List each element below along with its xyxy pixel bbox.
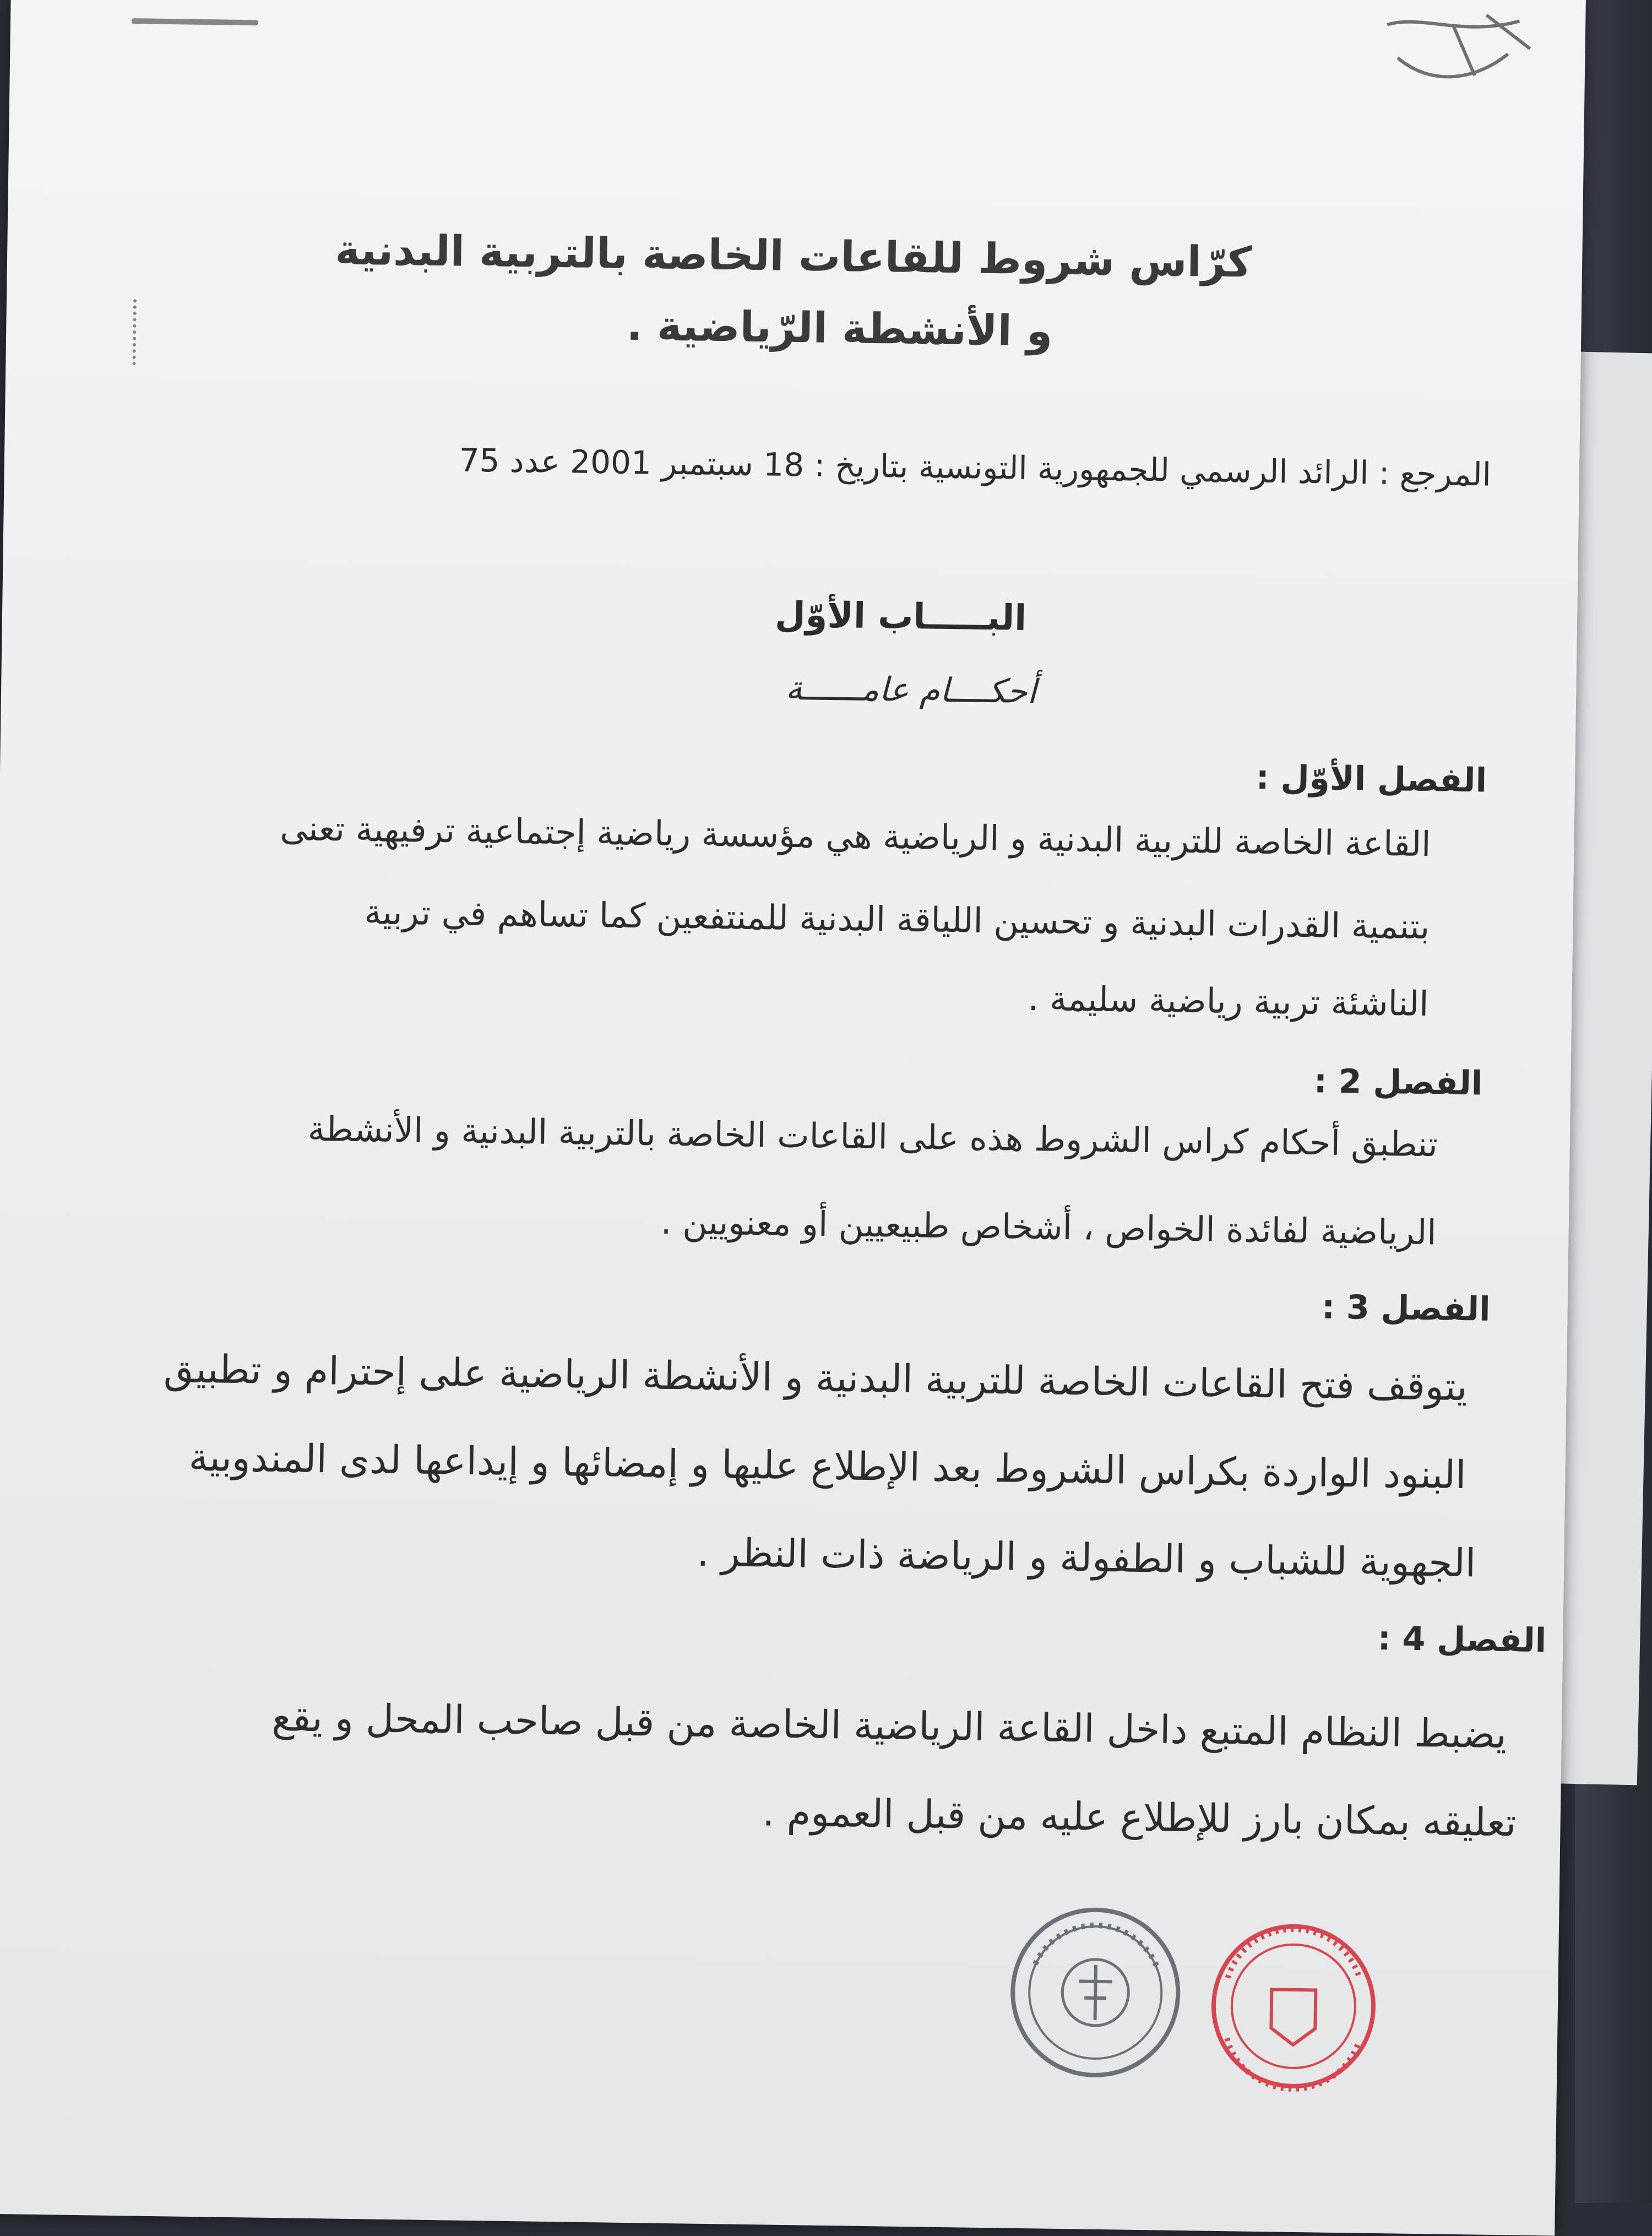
section-4-line-1: يضبط النظام المتبع داخل القاعة الرياضية الخاصة من قبل صاحب المحل و يقع bbox=[271, 1694, 1507, 1757]
section-2-heading: الفصل 2 : bbox=[1313, 1062, 1483, 1103]
section-4-line-2: تعليقه بمكان بارز للإطلاع عليه من قبل العموم . bbox=[762, 1789, 1517, 1846]
section-1-line-2: بتنمية القدرات البدنية و تحسين اللياقة البدنية للمنتفعين كما تساهم في تربية bbox=[363, 892, 1430, 947]
handwritten-scribble bbox=[1376, 3, 1542, 93]
title-line-1: كرّاس شروط للقاعات الخاصة بالتربية البدنية bbox=[335, 225, 1252, 287]
municipality-seal-stamp bbox=[1001, 1898, 1191, 2088]
reference-line: المرجع : الرائد الرسمي للجمهورية التونسية بتاريخ : 18 سبتمبر 2001 عدد 75 bbox=[459, 441, 1492, 493]
section-3-line-2: البنود الواردة بكراس الشروط بعد الإطلاع عليها و إمضائها و إيداعها لدى المندوبية bbox=[188, 1434, 1467, 1498]
section-2-line-2: الرياضية لفائدة الخواص ، أشخاص طبيعيين أو معنويين . bbox=[660, 1201, 1437, 1253]
section-1-line-3: الناشئة تربية رياضية سليمة . bbox=[1028, 978, 1429, 1024]
section-3-heading: الفصل 3 : bbox=[1321, 1288, 1491, 1329]
red-official-stamp bbox=[1204, 1917, 1383, 2096]
part-subtitle: أحكــــام عامــــــة bbox=[785, 669, 1037, 712]
section-2-line-1: تنطبق أحكام كراس الشروط هذه على القاعات الخاصة بالتربية البدنية و الأنشطة bbox=[307, 1108, 1438, 1165]
section-3-line-1: يتوقف فتح القاعات الخاصة للتربية البدنية و الأنشطة الرياضية على إحترام و تطبيق bbox=[163, 1346, 1468, 1410]
section-3-line-3: الجهوية للشباب و الطفولة و الرياضة ذات النظر . bbox=[696, 1529, 1476, 1586]
section-1-heading: الفصل الأوّل : bbox=[1256, 758, 1487, 800]
section-1-line-1: القاعة الخاصة للتربية البدنية و الرياضية هي مؤسسة رياضية إجتماعية ترفيهية تعنى bbox=[280, 808, 1431, 865]
title-line-2: و الأنشطة الرّياضية . bbox=[626, 300, 1053, 356]
pen-mark bbox=[132, 18, 258, 25]
margin-mark bbox=[132, 299, 142, 365]
section-4-heading: الفصل 4 : bbox=[1377, 1619, 1547, 1660]
part-title: البـــــاب الأوّل bbox=[774, 594, 1027, 639]
